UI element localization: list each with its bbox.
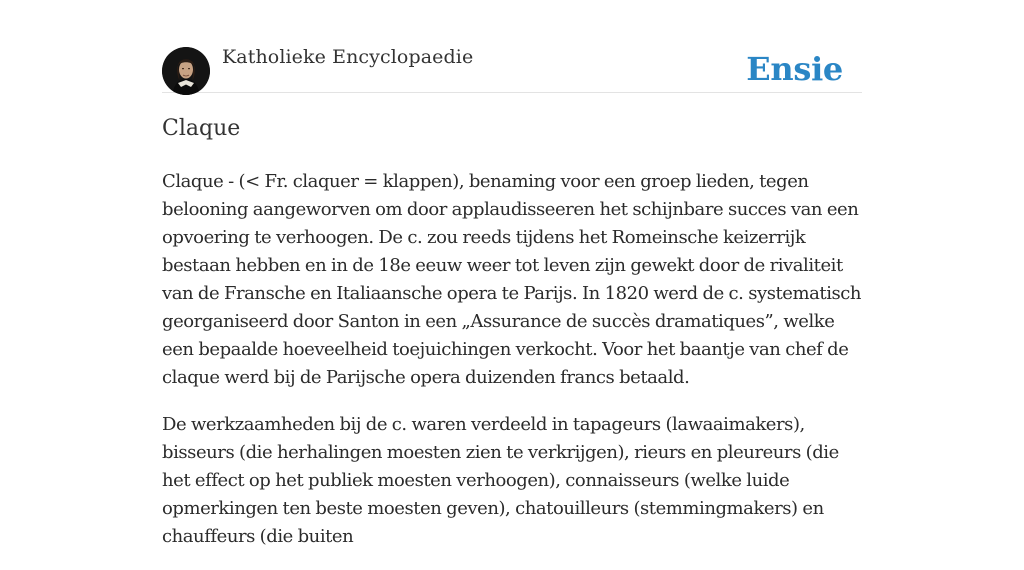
portrait-icon (162, 47, 210, 95)
article-page (162, 0, 862, 547)
paragraph: Claque - (< Fr. claquer = klappen), benaming voor een groep lieden, tegen belooning aangeworven om door applaudisseeren het schijnbare succes van een opvoering te verhoogen. De c. zou reeds tijdens het Romeinsche keizerrijk bestaan hebben en in de 18e eeuw weer tot leven zijn gewekt door de rivaliteit van de Fransche en Italiaansche opera te Parijs. In 1820 werd de c. systematisch georganiseerd door Santon in een „Assurance de succès dramatiques”, welke een bepaalde hoeveelheid toejuichingen verkocht. Voor het baantje van chef de claque werd bij de Parijsche opera duizenden francs betaald. (162, 171, 862, 388)
paragraph: De werkzaamheden bij de c. waren verdeeld in tapageurs (lawaaimakers), bisseurs (die herhalingen moesten zien te verkrijgen), rieurs en pleureurs (die het effect op het publiek moesten verhoogen), connaisseurs (welke luide opmerkingen ten beste moesten geven), chatouilleurs (stemmingmakers) en chauffeurs (die buiten (162, 414, 839, 547)
source-name[interactable]: Katholieke Encyclopaedie (222, 46, 474, 68)
article-body (162, 168, 862, 570)
header (162, 0, 862, 93)
avatar[interactable] (162, 47, 210, 95)
page-title: Claque (162, 116, 241, 141)
brand-logo[interactable]: Ensie (746, 50, 843, 88)
